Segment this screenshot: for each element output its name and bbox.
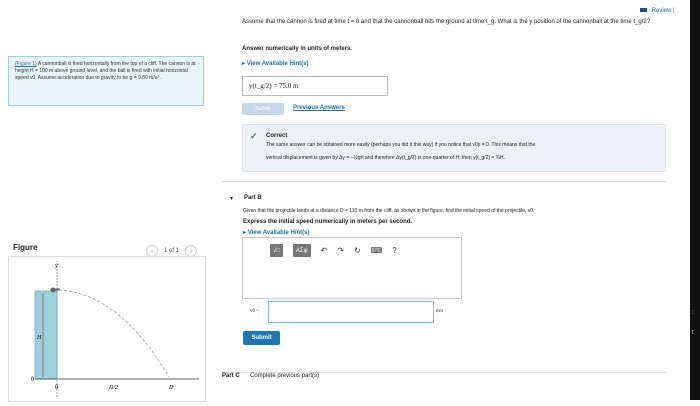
problem-statement (8, 56, 204, 106)
figure-link[interactable]: (Figure 1) (15, 61, 37, 67)
answer-label: y(t_g/2) = (249, 82, 278, 90)
review-icon (640, 8, 647, 12)
answer-display (242, 76, 388, 96)
figure-panel (8, 256, 206, 402)
greek-symbols-button[interactable] (293, 244, 311, 257)
previous-answers-link[interactable]: Previous Answers (293, 105, 345, 111)
v0-label: v0 = (250, 309, 260, 314)
part-b-instruction: Express the initial speed numerically in meters per second. (243, 219, 413, 225)
initial-speed-input[interactable] (268, 301, 434, 323)
chevron-left-icon: ‹ (150, 247, 154, 255)
reset-icon[interactable]: ↻ (353, 246, 361, 255)
cliff-trajectory-figure (9, 257, 205, 401)
pager-text: 1 of 1 (164, 248, 180, 254)
unit-label: m/s (436, 309, 444, 314)
templates-icon: √□ (273, 247, 280, 254)
check-icon: ✓ (250, 131, 258, 141)
answer-value: 75.0 m (279, 82, 299, 90)
templates-button[interactable] (270, 244, 283, 257)
math-toolbar (270, 244, 397, 257)
y-axis-label: y (55, 263, 58, 269)
chevron-right-icon: › (189, 247, 193, 255)
correct-title: Correct (266, 133, 288, 139)
collapse-caret-icon[interactable]: ▾ (230, 196, 234, 202)
greek-icon: AΣφ (295, 247, 308, 254)
figure-title: Figure (13, 243, 38, 252)
x-tick-half: D/2 (109, 385, 118, 391)
problem-text: A cannonball is fired horizontally from the top of a cliff. The cannon is at height H = 100 m above ground level, and the ball is fired with initial horizontal speed v0. Assume acceleration due to gravity to be g = 9.80 m/s² . (15, 61, 196, 81)
hints-label-a: View Available Hint(s) (246, 61, 309, 67)
submit-button[interactable]: Submit (243, 331, 280, 345)
part-b-question: Given that the projectile lands at a distance D = 110 m from the cliff, as shown in the figure, find the initial speed of the projectile, v0. (243, 208, 535, 214)
submit-button-disabled: Submit (242, 103, 284, 115)
answer-instruction: Answer numerically in units of meters. (242, 46, 353, 52)
review-label: Review | (651, 8, 675, 14)
correct-text-1: The same answer can be obtained more easily (perhaps you did it this way) if you notice that v0y = 0. This means that the (266, 142, 536, 148)
edge-label-1: : (692, 310, 694, 316)
caret-right-icon: ▸ (243, 230, 248, 236)
part-c-title: Part C (222, 373, 240, 379)
caret-right-icon: ▸ (242, 61, 247, 67)
undo-icon[interactable]: ↶ (320, 246, 328, 255)
edge-label-2: t (692, 330, 694, 336)
hints-toggle-b[interactable] (243, 229, 309, 237)
height-label: H (37, 335, 42, 341)
hints-label-b: View Available Hint(s) (247, 230, 310, 236)
help-icon[interactable]: ? (392, 246, 397, 255)
right-edge-bar (690, 0, 700, 400)
correct-text-2: vertical displacement is given by Δy = −½gt² and therefore Δy(t_g/2) is one-quarter of H; then y(t_g/2) = ¾H. (266, 155, 505, 161)
redo-icon[interactable]: ↷ (337, 246, 344, 255)
part-b-title: Part B (244, 195, 262, 201)
trajectory-path (59, 290, 169, 377)
origin-label: 0 (31, 377, 35, 383)
question-text: Assume that the cannon is fired at time t = 0 and that the cannonball hits the ground at time t_g. What is the y position of the cannonball at the time t_g/2? (242, 19, 651, 25)
x-tick-zero: 0 (55, 385, 59, 391)
part-c-text: Complete previous part(s) (250, 373, 320, 379)
review-link[interactable] (640, 8, 675, 14)
hints-toggle-a[interactable] (242, 60, 308, 68)
x-tick-d: D (169, 385, 174, 391)
keyboard-icon[interactable]: ⌨ (370, 246, 383, 255)
